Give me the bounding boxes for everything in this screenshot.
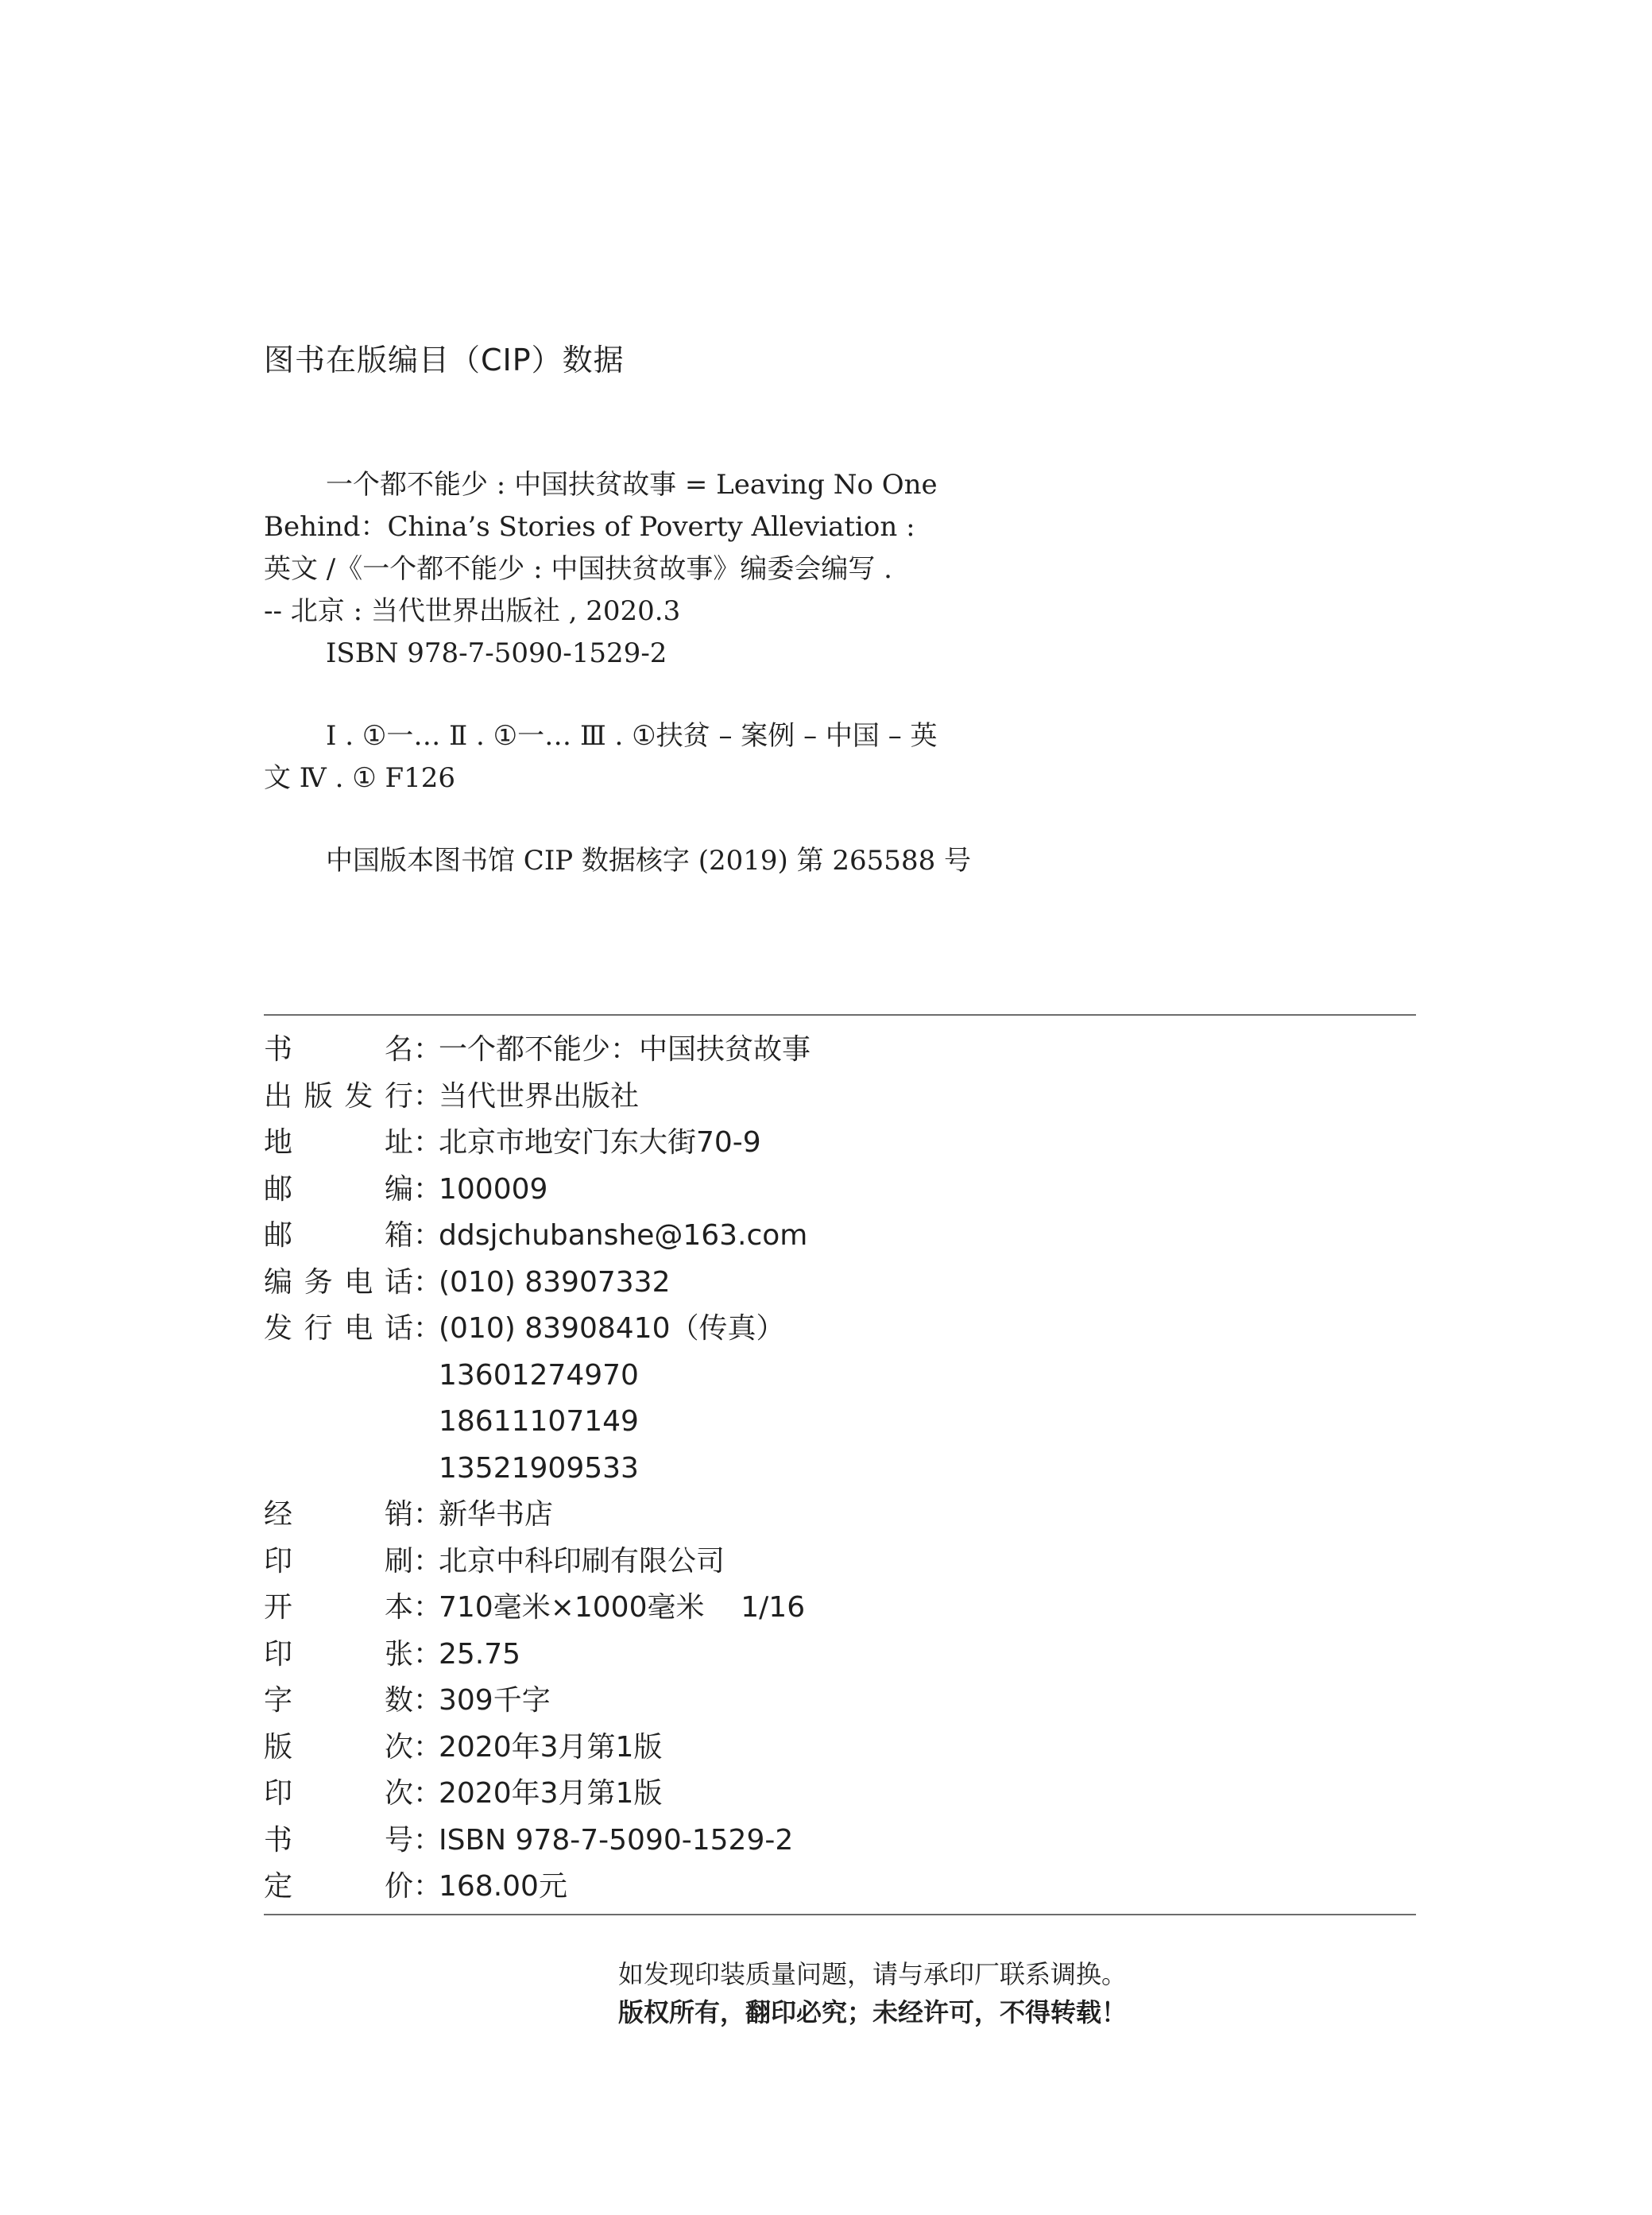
info-colon: ：	[413, 1730, 443, 1764]
info-row	[264, 1725, 811, 1772]
info-colon: ：	[413, 1777, 443, 1810]
info-row	[264, 1818, 811, 1865]
info-value: 2020年3月第1版	[439, 1730, 663, 1764]
info-colon: ：	[413, 1033, 443, 1066]
top-divider	[264, 1014, 1416, 1016]
quality-notice: 如发现印装质量问题，请与承印厂联系调换。	[618, 1959, 1128, 1989]
info-value: (010) 83908410（传真）	[439, 1312, 785, 1345]
info-colon: ：	[413, 1265, 443, 1299]
info-label: 邮 箱	[264, 1219, 413, 1252]
info-value: 2020年3月第1版	[439, 1777, 663, 1810]
info-label: 书 名	[264, 1033, 413, 1066]
info-label: 编 务 电 话	[264, 1265, 413, 1299]
info-row	[264, 1539, 811, 1586]
info-colon: ：	[413, 1126, 443, 1159]
info-row	[264, 1167, 811, 1214]
info-value: ISBN 978-7-5090-1529-2	[439, 1823, 794, 1857]
info-row	[264, 1492, 811, 1539]
info-value: 309千字	[439, 1684, 551, 1717]
info-colon: ：	[413, 1172, 443, 1206]
cip-heading: 图书在版编目（CIP）数据	[264, 343, 625, 378]
info-value: 新华书店	[439, 1498, 554, 1531]
info-row	[264, 1260, 811, 1307]
info-colon: ：	[413, 1079, 443, 1113]
info-value: 168.00元	[439, 1870, 567, 1903]
info-value: 25.75	[439, 1637, 521, 1671]
extra-phone-number: 18611107149	[439, 1405, 639, 1438]
info-colon: ：	[413, 1637, 443, 1671]
info-row	[264, 1027, 811, 1074]
info-value: ddsjchubanshe@163.com	[439, 1219, 808, 1252]
info-colon: ：	[413, 1544, 443, 1578]
cip-record-line: -- 北京 : 当代世界出版社 , 2020.3	[264, 595, 681, 627]
cip-record-line: 一个都不能少 : 中国扶贫故事 = Leaving No One	[326, 469, 938, 501]
info-colon: ：	[413, 1498, 443, 1531]
footer-notice	[618, 1955, 1127, 2031]
info-label: 印 张	[264, 1637, 413, 1671]
info-row	[264, 1074, 811, 1121]
info-row	[264, 1120, 811, 1167]
info-value: 北京中科印刷有限公司	[439, 1544, 725, 1578]
info-row	[264, 1632, 811, 1679]
extra-phone-number: 13601274970	[439, 1358, 639, 1392]
info-row	[264, 1585, 811, 1632]
info-value: 当代世界出版社	[439, 1079, 640, 1113]
info-label: 经 销	[264, 1498, 413, 1531]
info-label: 发 行 电 话	[264, 1312, 413, 1345]
info-label: 印 刷	[264, 1544, 413, 1578]
info-colon: ：	[413, 1219, 443, 1252]
info-row	[264, 1213, 811, 1260]
cip-core-number: 中国版本图书馆 CIP 数据核字 (2019) 第 265588 号	[326, 845, 972, 877]
bottom-divider	[264, 1914, 1416, 1915]
info-label: 印 次	[264, 1777, 413, 1810]
publication-info	[264, 1027, 811, 1911]
copyright-notice: 版权所有，翻印必究；未经许可，不得转载！	[618, 1997, 1128, 2027]
info-colon: ：	[413, 1312, 443, 1345]
info-label: 出 版 发 行	[264, 1079, 413, 1113]
cip-record-line: ISBN 978-7-5090-1529-2	[326, 637, 667, 669]
info-value: 一个都不能少：中国扶贫故事	[439, 1033, 811, 1066]
info-value: 710毫米×1000毫米 1/16	[439, 1591, 806, 1624]
cip-record-line: 英文 /《一个都不能少 : 中国扶贫故事》编委会编写 .	[264, 553, 892, 585]
info-value: (010) 83907332	[439, 1265, 671, 1299]
extra-phone	[264, 1353, 811, 1400]
info-row	[264, 1864, 811, 1911]
info-colon: ：	[413, 1870, 443, 1903]
extra-phone	[264, 1446, 811, 1493]
spacer	[264, 800, 971, 840]
info-colon: ：	[413, 1684, 443, 1717]
info-label: 版 次	[264, 1730, 413, 1764]
extra-phone-number: 13521909533	[439, 1451, 639, 1485]
extra-phone	[264, 1399, 811, 1446]
info-label: 书 号	[264, 1823, 413, 1857]
cip-classification-line: 文 Ⅳ . ① F126	[264, 762, 455, 794]
info-row	[264, 1771, 811, 1818]
cip-record	[264, 464, 971, 882]
info-value: 北京市地安门东大街70-9	[439, 1126, 761, 1159]
spacer	[264, 675, 971, 715]
info-label: 字 数	[264, 1684, 413, 1717]
info-label: 开 本	[264, 1591, 413, 1624]
info-label: 定 价	[264, 1870, 413, 1903]
cip-record-line: Behind：China’s Stories of Poverty Alleviation :	[264, 511, 915, 543]
info-row	[264, 1306, 811, 1353]
info-label: 邮 编	[264, 1172, 413, 1206]
info-colon: ：	[413, 1823, 443, 1857]
info-colon: ：	[413, 1591, 443, 1624]
info-row	[264, 1678, 811, 1725]
info-label: 地 址	[264, 1126, 413, 1159]
info-value: 100009	[439, 1172, 548, 1206]
cip-classification-line: Ⅰ . ①一… Ⅱ . ①一… Ⅲ . ①扶贫 – 案例 – 中国 – 英	[326, 720, 938, 752]
